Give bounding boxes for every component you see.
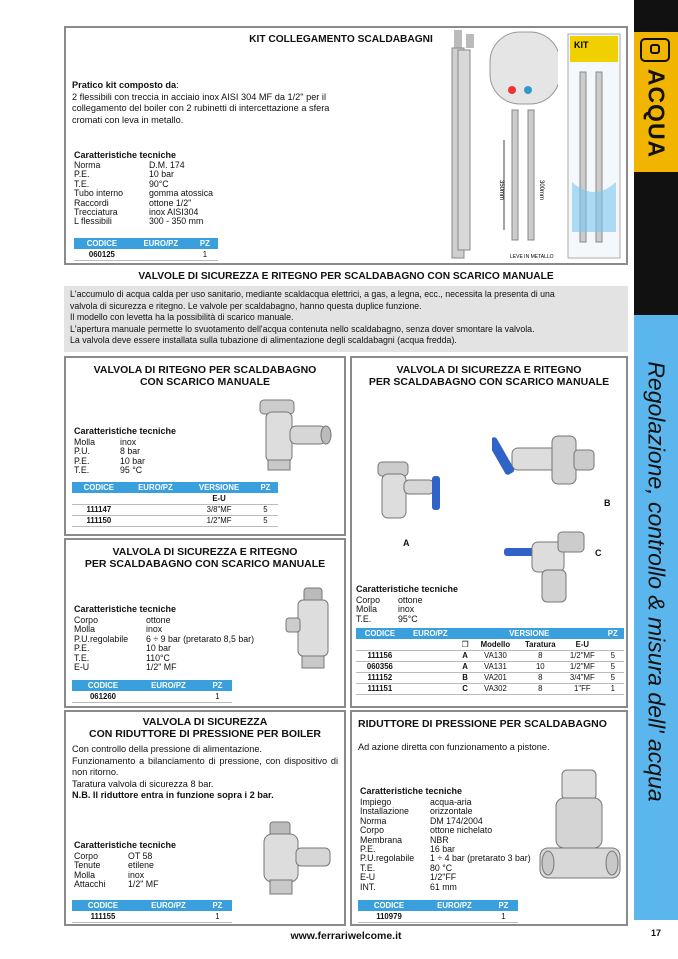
- sidebar: [634, 0, 678, 959]
- spec-value: ottone: [146, 615, 171, 625]
- col-header: CODICE: [72, 482, 126, 493]
- qty-cell: 1: [192, 249, 218, 260]
- table-row: [72, 504, 278, 515]
- spec-key: Membrana: [360, 834, 403, 845]
- price-cell: [404, 672, 457, 683]
- safety-valve-table: [72, 680, 232, 703]
- qty-cell: 5: [602, 650, 624, 661]
- product-safety-reducer: [64, 710, 346, 926]
- version-cell: 1/2"MF: [185, 515, 253, 526]
- col-header: EURO/PZ: [134, 680, 203, 691]
- col-header: PZ: [602, 628, 624, 639]
- qty-cell: 5: [602, 672, 624, 683]
- code-cell: 060356: [356, 661, 404, 672]
- product-title: PER SCALDABAGNO CON SCARICO MANUALE: [84, 558, 326, 570]
- col-header: PZ: [489, 900, 518, 911]
- kit-pack-label: KIT: [574, 40, 589, 50]
- calibration-cell: 8: [517, 683, 563, 694]
- spec-key: P.E.: [74, 455, 90, 466]
- price-cell: [404, 683, 457, 694]
- table-row: [356, 672, 624, 683]
- intro-line: valvola di sicurezza e ritegno. Le valvole per scaldabagno, hanno questa duplice funzione.: [70, 300, 422, 311]
- spec-value: 16 bar: [430, 844, 455, 855]
- qty-cell: 1: [203, 691, 232, 702]
- specs: [74, 852, 159, 890]
- col-header: PZ: [253, 482, 278, 493]
- safety-reducer-image: [256, 816, 342, 900]
- price-cell: [134, 911, 203, 922]
- col-header: CODICE: [358, 900, 420, 911]
- kit-length-300: 300mm: [538, 180, 544, 201]
- kit-table: [74, 238, 218, 261]
- spec-value: 1/2" MF: [146, 662, 177, 673]
- version-cell: 3/4"MF: [563, 672, 601, 683]
- spec-value: inox: [128, 869, 145, 880]
- safety-reducer-table: [72, 900, 232, 923]
- version-cell: 1"FF: [563, 683, 601, 694]
- label-b: B: [604, 498, 611, 508]
- kit-intro-bold: Pratico kit composto da: [72, 80, 177, 90]
- subheader: Taratura: [517, 639, 563, 650]
- kit-spec-key: Trecciatura: [74, 207, 118, 218]
- product-title: VALVOLA DI SICUREZZA: [142, 716, 268, 728]
- table-row: [74, 249, 218, 260]
- product-check-valve: [64, 356, 346, 536]
- spec-key: Molla: [356, 604, 378, 615]
- kit-spec-key: L flessibili: [74, 216, 112, 227]
- spec-key: Molla: [74, 869, 96, 880]
- specs: [360, 798, 531, 892]
- qty-cell: 1: [203, 911, 232, 922]
- version-cell: 1/2"MF: [563, 650, 601, 661]
- product-pressure-reducer: [350, 710, 628, 926]
- intro-line: Il modello con levetta ha la possibilità di scarico manuale.: [70, 312, 294, 323]
- spec-value: 1/2"FF: [430, 872, 457, 883]
- kit-spec-key: Norma: [74, 160, 101, 170]
- col-header: VERSIONE: [457, 628, 602, 639]
- product-safety-valve-lever: [350, 356, 628, 708]
- spec-key: T.E.: [360, 862, 376, 873]
- kit-spec-key: Raccordi: [74, 197, 109, 208]
- valve-c-image: [502, 530, 592, 610]
- specs-title: Caratteristiche tecniche: [360, 786, 463, 796]
- table-row: [72, 691, 232, 702]
- label-c: C: [595, 548, 602, 558]
- spec-value: 1/2" MF: [128, 879, 159, 890]
- price-cell: [130, 249, 192, 260]
- kit-title: KIT COLLEGAMENTO SCALDABAGNI: [249, 34, 433, 45]
- model-cell: VA130: [473, 650, 517, 661]
- spec-key: P.E.: [74, 643, 90, 654]
- valve-b-image: [492, 428, 602, 498]
- spec-key: Molla: [74, 624, 96, 635]
- kit-intro: Pratico kit composto da: 2 flessibili con treccia in acciaio inox AISI 304 MF da 1/2" per il collegamento del boiler con 2 rubinetti di intercettazione a sfera cromati con leva in metallo.: [72, 80, 330, 125]
- kit-intro-text: 2 flessibili con treccia in acciaio inox AISI 304 MF da 1/2" per il collegamento del boiler con 2 rubinetti di intercettazione a sfera cromati con leva in metallo.: [72, 91, 330, 125]
- col-header: EURO/PZ: [420, 900, 489, 911]
- label-a: A: [403, 538, 410, 548]
- spec-value: 10 bar: [146, 643, 171, 654]
- subheader: E-U: [563, 639, 601, 650]
- product-title: PER SCALDABAGNO CON SCARICO MANUALE: [368, 376, 610, 388]
- price-cell: [126, 504, 186, 515]
- col-header: CODICE: [74, 238, 130, 249]
- model-cell: VA302: [473, 683, 517, 694]
- kit-spec-value: ottone 1/2": [149, 197, 192, 208]
- product-title: VALVOLA DI SICUREZZA E RITEGNO: [396, 364, 582, 376]
- safety-lever-table: [356, 628, 624, 695]
- product-title: CON RIDUTTORE DI PRESSIONE PER BOILER: [89, 728, 321, 740]
- code-cell: 060125: [74, 249, 130, 260]
- model-cell: VA201: [473, 672, 517, 683]
- desc-line: Taratura valvola di sicurezza 8 bar.: [72, 778, 214, 789]
- col-header: PZ: [203, 680, 232, 691]
- table-row: [72, 515, 278, 526]
- spec-value: 61 mm: [430, 881, 457, 892]
- table-row: [72, 911, 232, 922]
- model-cell: VA131: [473, 661, 517, 672]
- spec-key: Tenute: [74, 860, 101, 871]
- code-cell: 111151: [356, 683, 404, 694]
- product-safety-valve: [64, 538, 346, 708]
- sidebar-subtitle: Regolazione, controllo & misura dell' acqua: [643, 361, 670, 802]
- code-cell: 111155: [72, 911, 134, 922]
- product-title: VALVOLA DI RITEGNO PER SCALDABAGNO: [93, 364, 317, 376]
- spec-key: Molla: [74, 437, 96, 447]
- spec-key: T.E.: [356, 613, 372, 624]
- spec-key: T.E.: [74, 465, 90, 476]
- spec-value: 80 °C: [430, 862, 453, 873]
- kit-specs: [74, 161, 213, 227]
- col-header: CODICE: [356, 628, 404, 639]
- code-cell: 110979: [358, 911, 420, 922]
- table-row: [356, 650, 624, 661]
- specs: [356, 596, 422, 624]
- subheader: Modello: [473, 639, 517, 650]
- section-title: VALVOLE DI SICUREZZA E RITEGNO PER SCALDABAGNO CON SCARICO MANUALE: [138, 271, 554, 282]
- calibration-cell: 8: [517, 672, 563, 683]
- desc-line: Funzionamento a bilanciamento di pressione, con dispositivo di non ritorno.: [72, 755, 338, 778]
- kit-spec-key: Tubo interno: [74, 188, 124, 199]
- safety-valve-image: [284, 584, 342, 674]
- variant-cell: C: [457, 683, 473, 694]
- spec-key: Installazione: [360, 806, 409, 817]
- product-title: VALVOLA DI SICUREZZA E RITEGNO: [112, 546, 298, 558]
- spec-value: ottone: [398, 595, 423, 605]
- qty-cell: 5: [253, 504, 278, 515]
- col-header: PZ: [192, 238, 218, 249]
- kit-pack-image: [566, 32, 622, 260]
- variant-cell: B: [457, 672, 473, 683]
- kit-specs-title: Caratteristiche tecniche: [74, 150, 177, 160]
- spec-value: OT 58: [128, 851, 153, 861]
- spec-value: inox: [146, 624, 163, 635]
- kit-hoses-image: [438, 30, 558, 262]
- spec-key: P.U.: [74, 446, 90, 457]
- spec-value: NBR: [430, 834, 449, 845]
- spec-key: T.E.: [74, 652, 90, 663]
- specs-title: Caratteristiche tecniche: [74, 426, 177, 436]
- product-title: RIDUTTORE DI PRESSIONE PER SCALDABAGNO: [358, 718, 607, 730]
- col-header: EURO/PZ: [130, 238, 192, 249]
- spec-key: INT.: [360, 881, 376, 892]
- kit-lever-label: LEVE IN METALLO: [510, 254, 554, 260]
- calibration-cell: 8: [517, 650, 563, 661]
- kit-spec-value: 10 bar: [149, 169, 174, 180]
- intro-line: La valvola deve essere installata sulla tubazione di alimentazione degli scaldabagni (acqua fredda).: [70, 335, 457, 346]
- spec-key: Norma: [360, 815, 387, 826]
- desc-line: Con controllo della pressione di alimentazione.: [72, 744, 262, 754]
- version-cell: 1/2"MF: [563, 661, 601, 672]
- kit-spec-key: P.E.: [74, 169, 90, 180]
- code-cell: 111150: [72, 515, 126, 526]
- spec-value: 8 bar: [120, 446, 141, 457]
- kit-spec-value: 90°C: [149, 178, 169, 189]
- section-label: ACQUA: [643, 68, 670, 159]
- code-cell: 111156: [356, 650, 404, 661]
- intro-line: L'accumulo di acqua calda per uso sanitario, mediante scaldacqua elettrici, a gas, a legna, ecc., necessita la presenta di una: [70, 289, 555, 299]
- spec-value: acqua-aria: [430, 797, 472, 807]
- table-row: [358, 911, 518, 922]
- check-valve-table: [72, 482, 278, 527]
- kit-spec-value: 300 - 350 mm: [149, 216, 204, 227]
- qty-cell: 1: [602, 683, 624, 694]
- variant-cell: A: [457, 661, 473, 672]
- spec-key: Corpo: [360, 825, 384, 836]
- kit-length-350: 350mm: [498, 180, 504, 201]
- intro-line: L'apertura manuale permette lo svuotamento dell'acqua contenuta nello scaldabagno, senza dover smontare la valvola.: [70, 323, 535, 334]
- product-description: [72, 744, 338, 802]
- code-cell: 111152: [356, 672, 404, 683]
- spec-key: P.U.regolabile: [360, 853, 415, 864]
- spec-key: E-U: [74, 662, 90, 673]
- qty-cell: 5: [253, 515, 278, 526]
- spec-value: 6 ÷ 9 bar (pretarato 8,5 bar): [146, 633, 255, 644]
- product-description: Ad azione diretta con funzionamento a pistone.: [358, 742, 550, 752]
- specs-title: Caratteristiche tecniche: [356, 584, 459, 594]
- code-cell: 111147: [72, 504, 126, 515]
- spec-key: P.U.regolabile: [74, 633, 129, 644]
- spec-value: 95 °C: [120, 465, 143, 476]
- version-cell: 3/8"MF: [185, 504, 253, 515]
- spec-key: Impiego: [360, 797, 392, 807]
- section-intro: [64, 286, 628, 352]
- price-cell: [404, 661, 457, 672]
- price-cell: [126, 515, 186, 526]
- footer-url[interactable]: www.ferrariwelcome.it: [290, 930, 402, 942]
- desc-note: N.B. Il riduttore entra in funzione sopra i 2 bar.: [72, 790, 274, 801]
- specs: [74, 616, 254, 672]
- spec-value: 95°C: [398, 613, 418, 624]
- specs-title: Caratteristiche tecniche: [74, 840, 177, 850]
- price-cell: [134, 691, 203, 702]
- col-header: CODICE: [72, 680, 134, 691]
- price-cell: [404, 650, 457, 661]
- spec-key: Attacchi: [74, 879, 106, 890]
- spec-value: 110°C: [146, 652, 170, 663]
- spec-value: inox: [398, 604, 415, 615]
- kit-spec-value: D.M. 174: [149, 160, 185, 170]
- specs-title: Caratteristiche tecniche: [74, 604, 177, 614]
- spec-key: P.E.: [360, 844, 376, 855]
- specs: [74, 438, 145, 476]
- col-header: EURO/PZ: [134, 900, 203, 911]
- spec-key: Corpo: [356, 595, 380, 605]
- table-row: [356, 683, 624, 694]
- variant-cell: A: [457, 650, 473, 661]
- col-header: CODICE: [72, 900, 134, 911]
- page-number: 17: [650, 928, 661, 938]
- spec-value: inox: [120, 437, 137, 447]
- kit-spec-value: inox AISI304: [149, 207, 199, 218]
- kit-box: [64, 26, 628, 265]
- spec-key: E-U: [360, 872, 376, 883]
- spec-key: Corpo: [74, 851, 98, 861]
- kit-spec-key: T.E.: [74, 178, 90, 189]
- price-cell: [420, 911, 489, 922]
- qty-cell: 1: [489, 911, 518, 922]
- col-header: EURO/PZ: [404, 628, 457, 639]
- pressure-reducer-image: [538, 766, 624, 896]
- subheader: E-U: [185, 493, 253, 504]
- code-cell: 061260: [72, 691, 134, 702]
- image-column-icon: ❐: [457, 639, 473, 650]
- valve-a-image: [370, 458, 450, 528]
- spec-value: DM 174/2004: [430, 815, 483, 826]
- kit-spec-value: gomma atossica: [149, 188, 214, 199]
- table-row: [356, 661, 624, 672]
- calibration-cell: 10: [517, 661, 563, 672]
- col-header: EURO/PZ: [126, 482, 186, 493]
- spec-value: 10 bar: [120, 455, 145, 466]
- qty-cell: 5: [602, 661, 624, 672]
- check-valve-image: [246, 394, 342, 474]
- spec-value: 1 ÷ 4 bar (pretarato 3 bar): [430, 853, 531, 864]
- spec-value: ottone nichelato: [430, 825, 493, 836]
- col-header: PZ: [203, 900, 232, 911]
- spec-value: orizzontale: [430, 806, 473, 817]
- col-header: VERSIONE: [185, 482, 253, 493]
- product-title: CON SCARICO MANUALE: [139, 376, 271, 388]
- spec-value: etilene: [128, 860, 154, 871]
- spec-key: Corpo: [74, 615, 98, 625]
- pressure-reducer-table: [358, 900, 518, 923]
